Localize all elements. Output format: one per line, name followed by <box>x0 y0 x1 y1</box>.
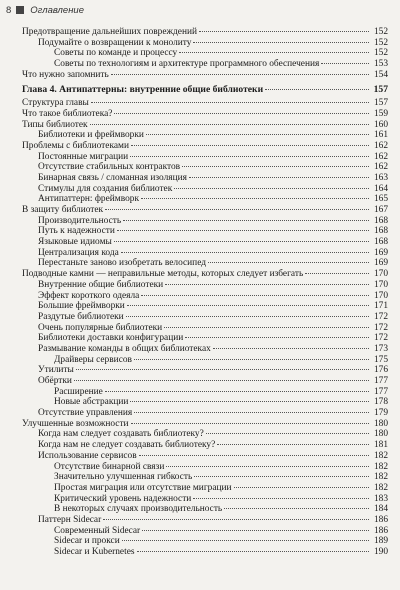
toc-page-number: 182 <box>373 482 388 493</box>
toc-entry-title: Перестаньте заново изобретать велосипед <box>38 258 206 269</box>
dot-leader <box>130 392 369 402</box>
toc-entry-title: Паттерн Sidecar <box>38 514 102 525</box>
toc-entry-title: Новые абстракции <box>54 397 129 408</box>
toc-entry-title: Обёртки <box>38 376 72 386</box>
toc-entry-title: Очень популярные библиотеки <box>38 322 163 333</box>
dot-leader <box>134 350 369 360</box>
toc-page-number: 170 <box>373 279 388 290</box>
toc-page-number: 178 <box>373 397 388 408</box>
toc-entry-title: Отсутствие управления <box>38 408 133 419</box>
toc-page-number: 170 <box>373 269 388 280</box>
toc-entry-title: Советы по команде и процессу <box>54 48 178 59</box>
dot-leader <box>234 478 369 488</box>
dot-leader <box>105 382 369 392</box>
toc-page-number: 164 <box>373 183 388 194</box>
toc-entry-title: Производительность <box>38 215 122 226</box>
toc-entry-title: Структура главы <box>22 98 89 109</box>
toc-entry-title: Языковые идиомы <box>38 237 112 248</box>
dot-leader <box>193 489 369 499</box>
dot-leader <box>142 521 369 531</box>
toc-entry-title: Sidecar и прокси <box>54 536 120 547</box>
dot-leader <box>117 221 369 231</box>
toc-entry-title: Внутренние общие библиотеки <box>38 279 164 290</box>
toc-entry-title: Библиотеки и фреймворки <box>38 130 144 141</box>
dot-leader <box>76 360 369 370</box>
toc-page-number: 162 <box>373 162 388 173</box>
toc-entry-title: Раздутые библиотеки <box>38 311 124 322</box>
toc-page-number: 152 <box>373 27 388 37</box>
toc-entry-title: Улучшенные возможности <box>22 418 129 429</box>
toc-page-number: 171 <box>373 301 388 312</box>
dot-leader <box>166 457 369 467</box>
toc-page-number: 152 <box>373 37 388 48</box>
toc-page-number: 154 <box>373 69 388 80</box>
toc-entry-title: Отсутствие бинарной связи <box>54 461 165 472</box>
dot-leader <box>123 211 369 221</box>
toc-entry-title: Расширение <box>54 386 103 397</box>
dot-leader <box>164 318 369 328</box>
toc-page-number: 172 <box>373 333 388 344</box>
running-title: Оглавление <box>30 4 84 16</box>
dot-leader <box>213 339 369 349</box>
dot-leader <box>182 157 369 167</box>
dot-leader <box>193 33 369 43</box>
toc-page-number: 161 <box>373 130 388 141</box>
toc-page-number: 172 <box>373 311 388 322</box>
toc-page-number: 182 <box>373 472 388 483</box>
dot-leader <box>134 403 369 413</box>
table-of-contents <box>22 24 388 555</box>
dot-leader <box>224 499 369 509</box>
toc-entry-title: Размывание команды в общих библиотеках <box>38 343 211 354</box>
toc-entry-title: Утилиты <box>38 365 74 376</box>
toc-page-number: 168 <box>373 215 388 226</box>
toc-page-number: 182 <box>373 461 388 472</box>
toc-page-number: 169 <box>373 247 388 258</box>
toc-page-number: 190 <box>373 547 388 557</box>
toc-page-number: 183 <box>373 493 388 504</box>
dot-leader <box>137 542 369 552</box>
toc-page-number: 179 <box>373 408 388 419</box>
toc-page-number: 182 <box>373 450 388 461</box>
toc-page-number: 180 <box>373 429 388 440</box>
toc-chapter-entry <box>22 82 388 96</box>
toc-page-number: 172 <box>373 322 388 333</box>
toc-entry-title: Sidecar и Kubernetes <box>54 547 135 557</box>
toc-page-number: 186 <box>373 525 388 536</box>
toc-entry-title: Бинарная связь / сломанная изоляция <box>38 172 187 183</box>
dot-leader <box>179 43 369 53</box>
dot-leader <box>194 467 369 477</box>
dot-leader <box>141 189 369 199</box>
toc-entry-title: Библиотеки доставки конфигурации <box>38 333 184 344</box>
toc-entry-title: Эффект короткого одеяла <box>38 290 140 301</box>
toc-page-number: 173 <box>373 343 388 354</box>
toc-entry-title: Современный Sidecar <box>54 525 141 536</box>
toc-page-number: 177 <box>373 376 388 386</box>
toc-entry-title: Стимулы для создания библиотек <box>38 183 173 194</box>
dot-leader <box>165 275 369 285</box>
toc-entry-title: Значительно улучшенная гибкость <box>54 472 193 483</box>
toc-entry-title: В защиту библиотек <box>22 205 104 215</box>
toc-entry-title: Что нужно запомнить <box>22 69 109 80</box>
dot-leader <box>146 125 369 135</box>
toc-page-number: 157 <box>373 84 388 96</box>
toc-entry-title: Подводные камни — неправильные методы, которых следует избегать <box>22 269 304 280</box>
toc-page-number: 169 <box>373 258 388 269</box>
dot-leader <box>74 371 369 381</box>
toc-page-number: 168 <box>373 237 388 248</box>
dot-leader <box>105 200 369 210</box>
toc-page-number: 159 <box>373 108 388 119</box>
dot-leader <box>174 179 369 189</box>
toc-page-number: 184 <box>373 504 388 515</box>
toc-entry-title: Драйверы сервисов <box>54 354 132 365</box>
dot-leader <box>131 414 369 424</box>
dot-leader <box>111 65 369 75</box>
toc-page-number: 157 <box>373 98 388 109</box>
dot-leader <box>305 264 369 274</box>
dot-leader <box>130 147 369 157</box>
toc-page-number: 177 <box>373 386 388 397</box>
dot-leader <box>265 80 369 90</box>
toc-entry-title: Подумайте о возвращении к монолиту <box>38 37 192 48</box>
toc-entry-title: Советы по технологиям и архитектуре программного обеспечения <box>54 59 320 70</box>
running-header <box>6 2 84 18</box>
toc-entry-title: Отсутствие стабильных контрактов <box>38 162 181 173</box>
dot-leader <box>122 531 369 541</box>
toc-page-number: 165 <box>373 194 388 205</box>
toc-page-number: 162 <box>373 151 388 162</box>
toc-entry-title: Централизация кода <box>38 247 119 258</box>
toc-entry-title: В некоторых случаях производительность <box>54 504 223 515</box>
toc-entry-title: Что такое библиотека? <box>22 108 113 119</box>
dot-leader <box>127 296 369 306</box>
toc-entry-title: Когда нам не следует создавать библиотеку? <box>38 440 216 451</box>
toc-entry-title: Путь к надежности <box>38 226 115 237</box>
toc-page-number: 153 <box>373 59 388 70</box>
toc-entry-title: Проблемы с библиотеками <box>22 140 129 151</box>
dot-leader <box>90 115 369 125</box>
dot-leader <box>208 253 369 263</box>
toc-entry-title: Антипаттерн: фреймворк <box>38 194 140 205</box>
dot-leader <box>114 104 369 114</box>
toc-entry-title: Постоянные миграции <box>38 151 129 162</box>
toc-entry-title: Использование сервисов <box>38 450 137 461</box>
dot-leader <box>321 54 369 64</box>
toc-entry-title: Глава 4. Антипаттерны: внутренние общие библиотеки <box>22 84 264 96</box>
toc-page-number: 163 <box>373 172 388 183</box>
dot-leader <box>131 136 369 146</box>
dot-leader <box>91 93 369 103</box>
header-square-marker <box>16 6 24 14</box>
toc-page-number: 168 <box>373 226 388 237</box>
dot-leader <box>185 328 369 338</box>
dot-leader <box>206 424 369 434</box>
page-number: 8 <box>6 4 12 16</box>
dot-leader <box>139 446 369 456</box>
toc-entry-title: Когда нам следует создавать библиотеку? <box>38 429 204 440</box>
dot-leader <box>126 307 369 317</box>
toc-entry-title: Простая миграция или отсутствие миграции <box>54 482 232 493</box>
dot-leader <box>189 168 369 178</box>
toc-page-number: 170 <box>373 290 388 301</box>
dot-leader <box>114 232 369 242</box>
toc-page-number: 162 <box>373 140 388 151</box>
toc-page-number: 186 <box>373 514 388 525</box>
dot-leader <box>141 286 369 296</box>
dot-leader <box>103 510 369 520</box>
toc-page-number: 176 <box>373 365 388 376</box>
toc-page-number: 180 <box>373 418 388 429</box>
toc-page-number: 167 <box>373 205 388 215</box>
toc-page-number: 175 <box>373 354 388 365</box>
toc-page-number: 189 <box>373 536 388 547</box>
toc-page-number: 152 <box>373 48 388 59</box>
dot-leader <box>199 22 369 32</box>
toc-entry-title: Типы библиотек <box>22 119 88 130</box>
toc-entry-title: Критический уровень надежности <box>54 493 192 504</box>
toc-entry-title: Большие фреймворки <box>38 301 125 312</box>
toc-page-number: 160 <box>373 119 388 130</box>
toc-entry-title: Предотвращение дальнейших повреждений <box>22 27 197 37</box>
dot-leader <box>121 243 369 253</box>
toc-page-number: 181 <box>373 440 388 451</box>
dot-leader <box>217 435 369 445</box>
